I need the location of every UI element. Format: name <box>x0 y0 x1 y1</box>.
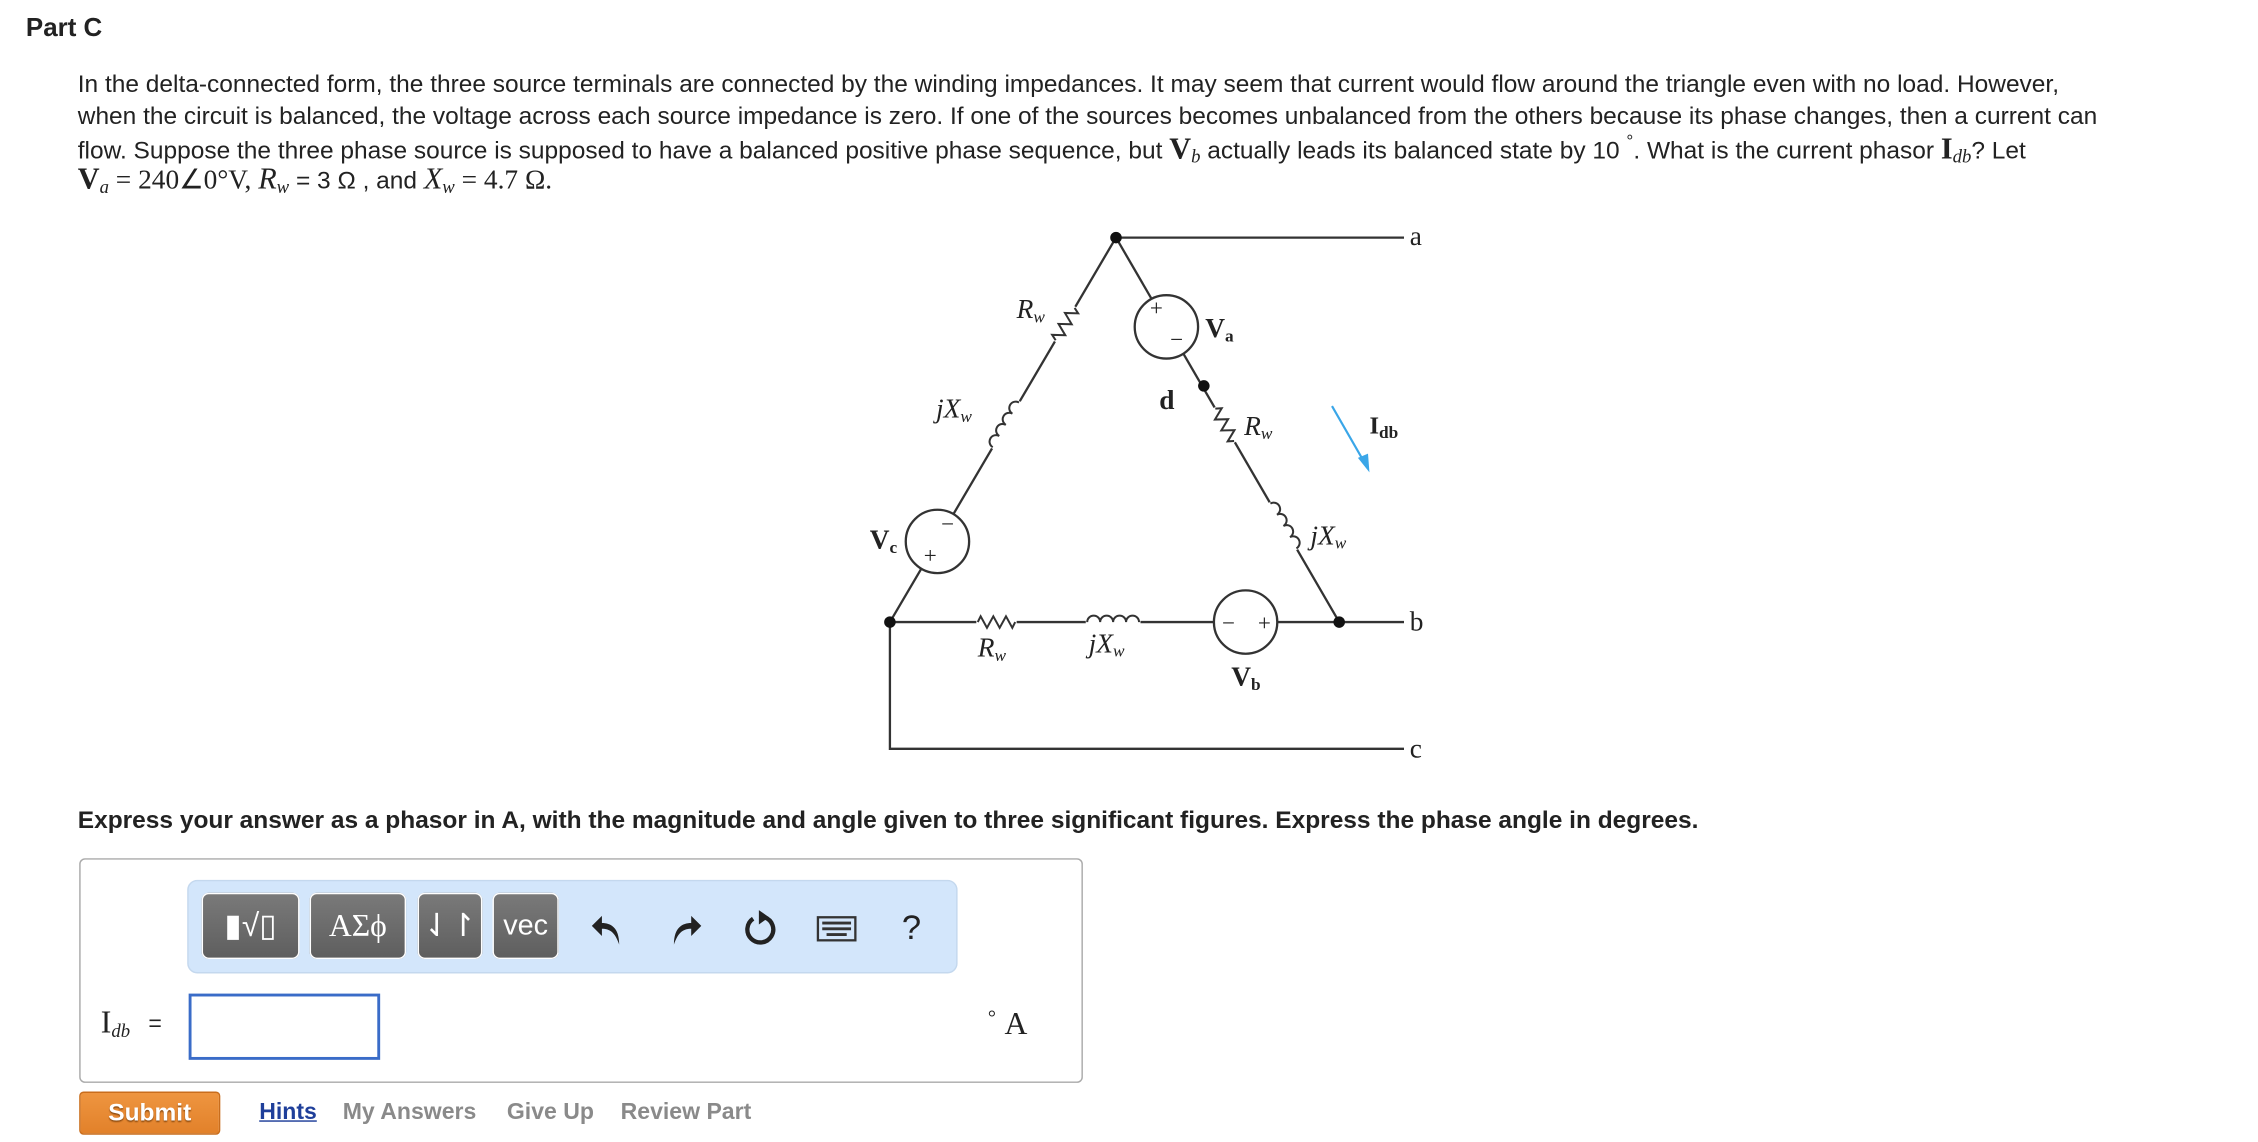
answer-label-symbol: I <box>100 1003 112 1040</box>
source-a-label-subscript: a <box>1225 326 1234 346</box>
unit-label <box>988 1005 1028 1042</box>
templates-button[interactable]: ▮√▯ <box>202 893 300 959</box>
part-title: Part C <box>25 12 103 42</box>
minus-sign: − <box>1221 609 1235 636</box>
terminal-c-label: c <box>1409 733 1422 764</box>
question-line-1: In the delta-connected form, the three source terminals are connected by the winding impedances. It may seem that current would flow around the triangle even with no load. However, <box>77 70 2060 98</box>
unit-amperes: A <box>1004 1005 1028 1042</box>
va-symbol: V <box>77 161 100 196</box>
node-dot <box>1333 616 1345 628</box>
submit-button[interactable]: Submit <box>79 1092 220 1135</box>
reactance-label-subscript: w <box>1112 641 1125 661</box>
degree-symbol: ° <box>1626 131 1634 152</box>
current-idb-label: Idb <box>1369 412 1399 442</box>
voltage-source <box>906 510 969 573</box>
resistor <box>1050 304 1080 345</box>
current-arrow-head <box>1358 454 1370 473</box>
source-a-label: Va <box>1205 312 1234 346</box>
resistor-label: Rw <box>977 632 1007 665</box>
equals-sign: = <box>148 1012 162 1037</box>
resistor-label-subscript: w <box>1033 307 1045 327</box>
inductor <box>1270 499 1303 550</box>
arrows-button[interactable]: ⇃↾ <box>418 893 483 959</box>
node-dot <box>1110 232 1122 244</box>
question-text: flow. Suppose the three phase source is supposed to have a balanced positive phase sequence, but <box>77 136 1170 165</box>
node-dot <box>884 616 896 628</box>
answer-label <box>101 1004 130 1043</box>
vb-subscript: b <box>1191 145 1201 168</box>
current-arrow <box>1332 406 1365 464</box>
help-button[interactable]: ? <box>901 908 922 948</box>
redo-icon[interactable] <box>664 907 707 950</box>
source-b-label-subscript: b <box>1250 674 1261 694</box>
minus-sign: − <box>1169 326 1183 353</box>
review-part-link[interactable]: Review Part <box>620 1100 752 1125</box>
va-value: = 240∠0°V, <box>108 165 259 196</box>
source-c-label: Vc <box>869 524 898 557</box>
inductor <box>1086 616 1141 622</box>
rw-symbol: R <box>258 161 277 196</box>
resistor-label-subscript: w <box>1260 424 1273 444</box>
reset-icon[interactable] <box>739 907 782 950</box>
plus-sign: + <box>1149 294 1163 321</box>
question-line-2: when the circuit is balanced, the voltage across each source impedance is zero. If one of the sources becomes unbalanced from the others because its phase changes, then a current can <box>77 102 2098 130</box>
question-text: . What is the current phasor <box>1633 136 1941 165</box>
hints-link[interactable]: Hints <box>259 1100 317 1125</box>
reactance-label: jXw <box>936 393 972 426</box>
instruction-text: Express your answer as a phasor in A, with the magnitude and angle given to three significant figures. Express the phase angle in degrees. <box>77 806 1699 834</box>
unit-degree: ° <box>987 1008 996 1030</box>
give-up-link[interactable]: Give Up <box>506 1100 594 1125</box>
xw-value: = 4.7 Ω. <box>454 165 553 196</box>
keyboard-icon[interactable] <box>815 907 858 950</box>
my-answers-link[interactable]: My Answers <box>342 1100 477 1125</box>
math-toolbar <box>187 880 957 974</box>
plus-sign: + <box>1257 609 1271 636</box>
xw-symbol: X <box>423 161 443 196</box>
inductor <box>986 398 1019 448</box>
undo-icon[interactable] <box>586 907 629 950</box>
minus-sign: − <box>941 510 955 537</box>
answer-input[interactable] <box>189 994 381 1060</box>
answer-label-subscript: db <box>111 1019 131 1042</box>
node-dot <box>1198 380 1210 392</box>
reactance-label: jXw <box>1088 628 1125 661</box>
node-d-label: d <box>1159 384 1175 415</box>
vb-symbol: V <box>1169 131 1192 166</box>
wire <box>890 622 1404 749</box>
current-idb-label-subscript: db <box>1378 422 1399 442</box>
resistor <box>1210 405 1240 446</box>
reactance-label: jXw <box>1310 520 1347 553</box>
resistor-label: Rw <box>1244 410 1273 444</box>
terminal-a-label: a <box>1409 220 1422 251</box>
idb-subscript: db <box>1952 145 1972 168</box>
reactance-label-subscript: w <box>960 406 972 426</box>
resistor-label-subscript: w <box>994 645 1007 665</box>
resistor-label: Rw <box>1016 294 1045 327</box>
idb-symbol: I <box>1940 131 1953 166</box>
va-subscript: a <box>99 175 109 198</box>
reactance-label-subscript: w <box>1334 533 1347 553</box>
rw-value: = 3 Ω , and <box>289 167 424 195</box>
plus-sign: + <box>923 542 937 569</box>
terminal-b-label: b <box>1409 606 1424 637</box>
voltage-source <box>1135 295 1198 358</box>
greek-symbols-button[interactable]: ΑΣϕ <box>310 893 406 959</box>
xw-subscript: w <box>442 175 455 198</box>
source-c-label-subscript: c <box>889 537 898 557</box>
source-b-label: Vb <box>1231 661 1261 694</box>
vector-button[interactable]: vec <box>492 893 558 959</box>
question-text: ? Let <box>1971 136 2026 165</box>
rw-subscript: w <box>276 175 290 198</box>
question-text: actually leads its balanced state by 10 <box>1200 136 1627 165</box>
resistor <box>976 616 1016 628</box>
